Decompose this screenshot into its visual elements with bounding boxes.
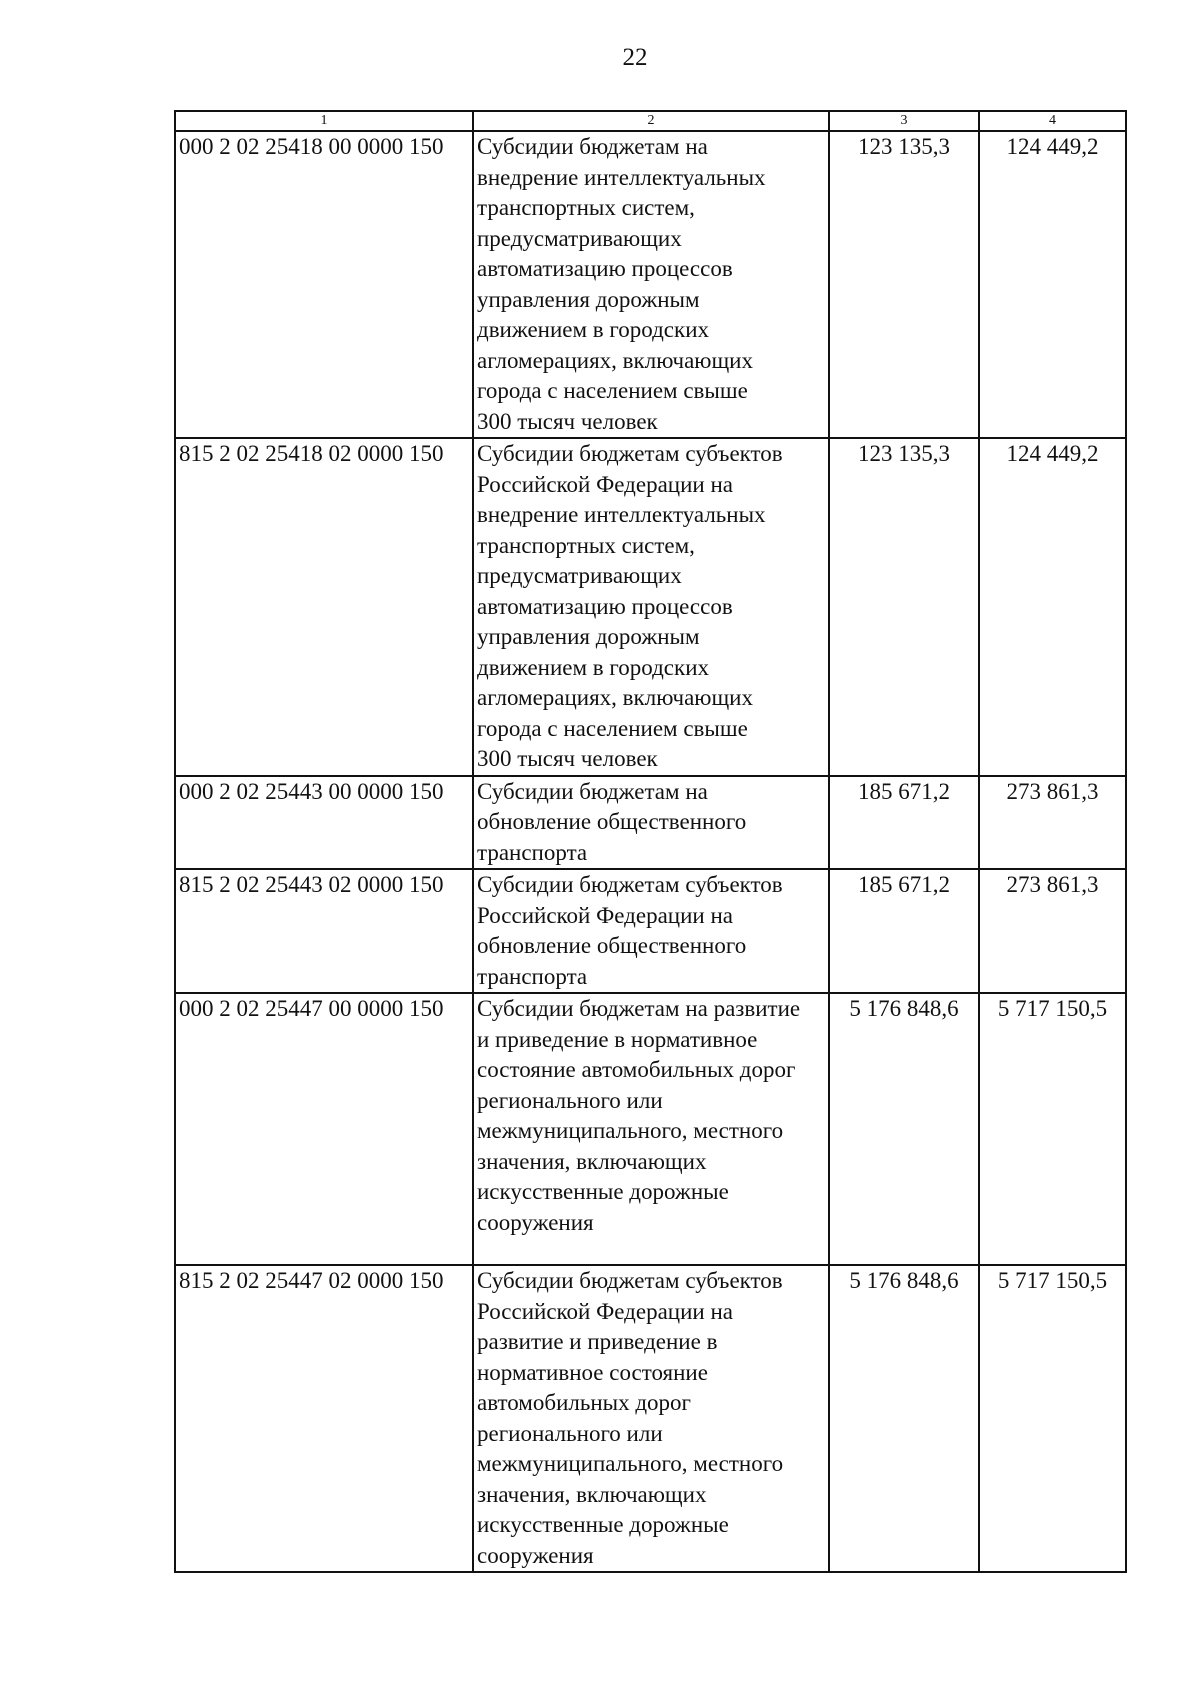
table-row <box>175 993 1126 1265</box>
description-cell: Субсидии бюджетам субъектов Российской Федерации на обновление общественного транспорта <box>473 869 829 993</box>
amount-col4-cell: 5 717 150,5 <box>979 993 1126 1265</box>
amount-col3-cell: 185 671,2 <box>829 776 979 870</box>
budget-code-cell: 815 2 02 25418 02 0000 150 <box>175 438 473 776</box>
amount-col3-cell: 123 135,3 <box>829 438 979 776</box>
amount-col4-cell: 273 861,3 <box>979 869 1126 993</box>
description-cell: Субсидии бюджетам субъектов Российской Федерации на развитие и приведение в нормативное состояние автомобильных дорог регионального или межмуниципального, местного значения, включающих искусственные дорожные сооружения <box>473 1265 829 1572</box>
table-row <box>175 1265 1126 1572</box>
table-header-row <box>175 111 1126 131</box>
description-cell: Субсидии бюджетам на внедрение интеллектуальных транспортных систем, предусматривающих автоматизацию процессов управления дорожным движением в городских агломерациях, включающих города с населением свыше 300 тысяч человек <box>473 131 829 438</box>
description-cell: Субсидии бюджетам на обновление общественного транспорта <box>473 776 829 870</box>
budget-code-cell: 000 2 02 25418 00 0000 150 <box>175 131 473 438</box>
amount-col3-cell: 123 135,3 <box>829 131 979 438</box>
description-cell: Субсидии бюджетам на развитие и приведение в нормативное состояние автомобильных дорог регионального или межмуниципального, местного значения, включающих искусственные дорожные сооружения <box>473 993 829 1265</box>
amount-col3-cell: 185 671,2 <box>829 869 979 993</box>
table-row <box>175 131 1126 438</box>
amount-col4-cell: 124 449,2 <box>979 131 1126 438</box>
description-cell: Субсидии бюджетам субъектов Российской Федерации на внедрение интеллектуальных транспортных систем, предусматривающих автоматизацию процессов управления дорожным движением в городских агломерациях, включающих города с населением свыше 300 тысяч человек <box>473 438 829 776</box>
amount-col4-cell: 124 449,2 <box>979 438 1126 776</box>
page-number: 22 <box>622 44 648 71</box>
amount-col4-cell: 273 861,3 <box>979 776 1126 870</box>
table-row <box>175 869 1126 993</box>
budget-table <box>174 110 1127 1573</box>
amount-col3-cell: 5 176 848,6 <box>829 993 979 1265</box>
table-row <box>175 776 1126 870</box>
column-header-3: 3 <box>829 111 979 131</box>
budget-code-cell: 815 2 02 25443 02 0000 150 <box>175 869 473 993</box>
column-header-2: 2 <box>473 111 829 131</box>
column-header-4: 4 <box>979 111 1126 131</box>
budget-code-cell: 000 2 02 25447 00 0000 150 <box>175 993 473 1265</box>
amount-col4-cell: 5 717 150,5 <box>979 1265 1126 1572</box>
budget-code-cell: 000 2 02 25443 00 0000 150 <box>175 776 473 870</box>
column-header-1: 1 <box>175 111 473 131</box>
budget-code-cell: 815 2 02 25447 02 0000 150 <box>175 1265 473 1572</box>
amount-col3-cell: 5 176 848,6 <box>829 1265 979 1572</box>
table-row <box>175 438 1126 776</box>
